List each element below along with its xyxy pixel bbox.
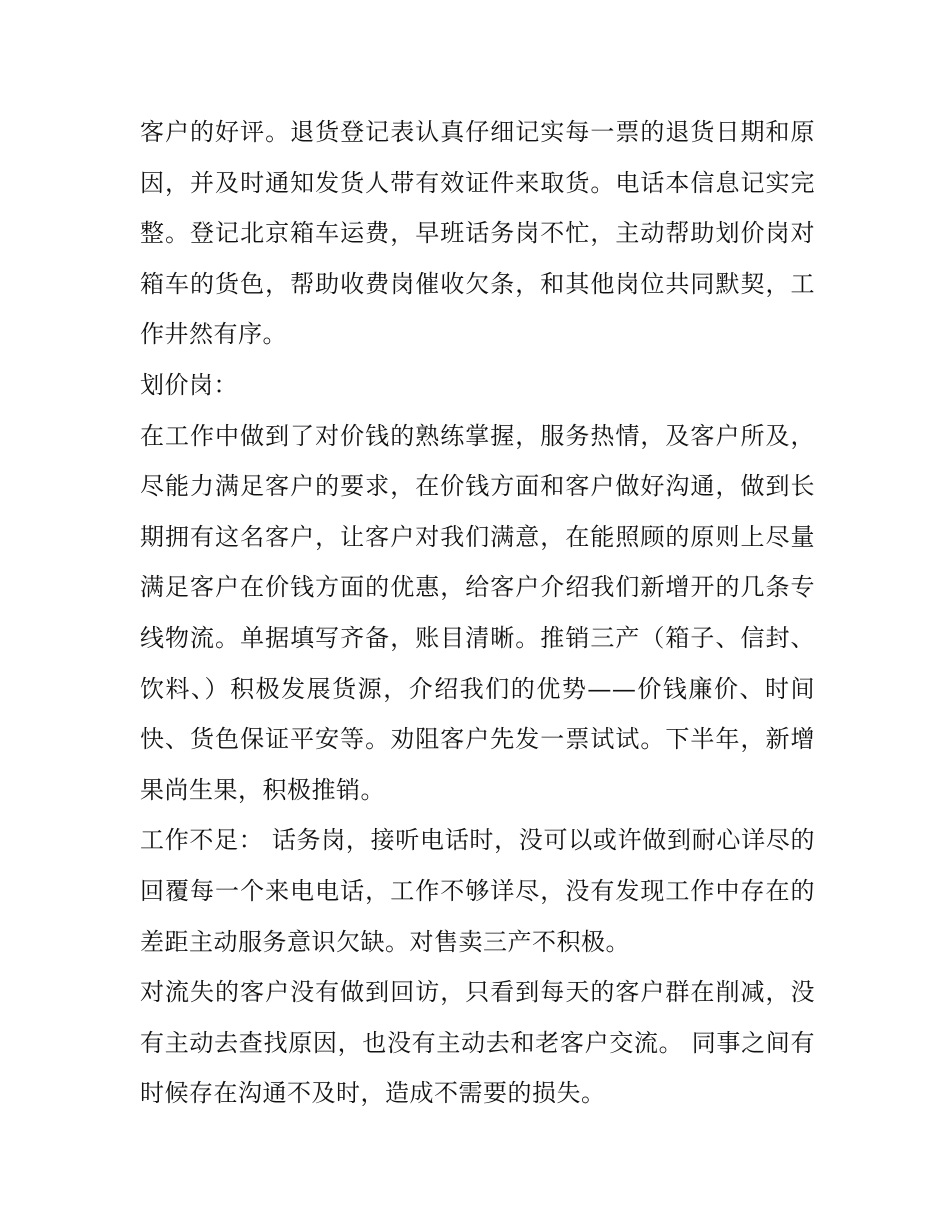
paragraph-shortcomings: 工作不足： 话务岗，接听电话时，没可以或许做到耐心详尽的回覆每一个来电电话，工作不够详尽，没有发现工作中存在的差距主动服务意识欠缺。对售卖三产不积极。 [140, 826, 815, 956]
document-body [140, 107, 815, 1119]
paragraph-return-registration: 客户的好评。退货登记表认真仔细记实每一票的退货日期和原因，并及时通知发货人带有效证件来取货。电话本信息记实完整。登记北京箱车运费，早班话务岗不忙，主动帮助划价岗对箱车的货色，帮助收费岗催收欠条，和其他岗位共同默契，工作井然有序。 [140, 118, 815, 349]
paragraph-pricing-work: 在工作中做到了对价钱的熟练掌握，服务热情，及客户所及，尽能力满足客户的要求，在价钱方面和客户做好沟通，做到长期拥有这名客户，让客户对我们满意，在能照顾的原则上尽量满足客户在价钱方面的优惠，给客户介绍我们新增开的几条专线物流。单据填写齐备，账目清晰。推销三产（箱子、信封、饮料、）积极发展货源，介绍我们的优势——价钱廉价、时间快、货色保证平安等。劝阻客户先发一票试试。下半年，新增果尚生果，积极推销。 [140, 421, 815, 804]
heading-pricing-post: 划价岗： [140, 370, 238, 399]
paragraph-lost-customers: 对流失的客户没有做到回访，只看到每天的客户群在削减，没有主动去查找原因，也没有主动去和老客户交流。 同事之间有时候存在沟通不及时，造成不需要的损失。 [140, 978, 815, 1108]
